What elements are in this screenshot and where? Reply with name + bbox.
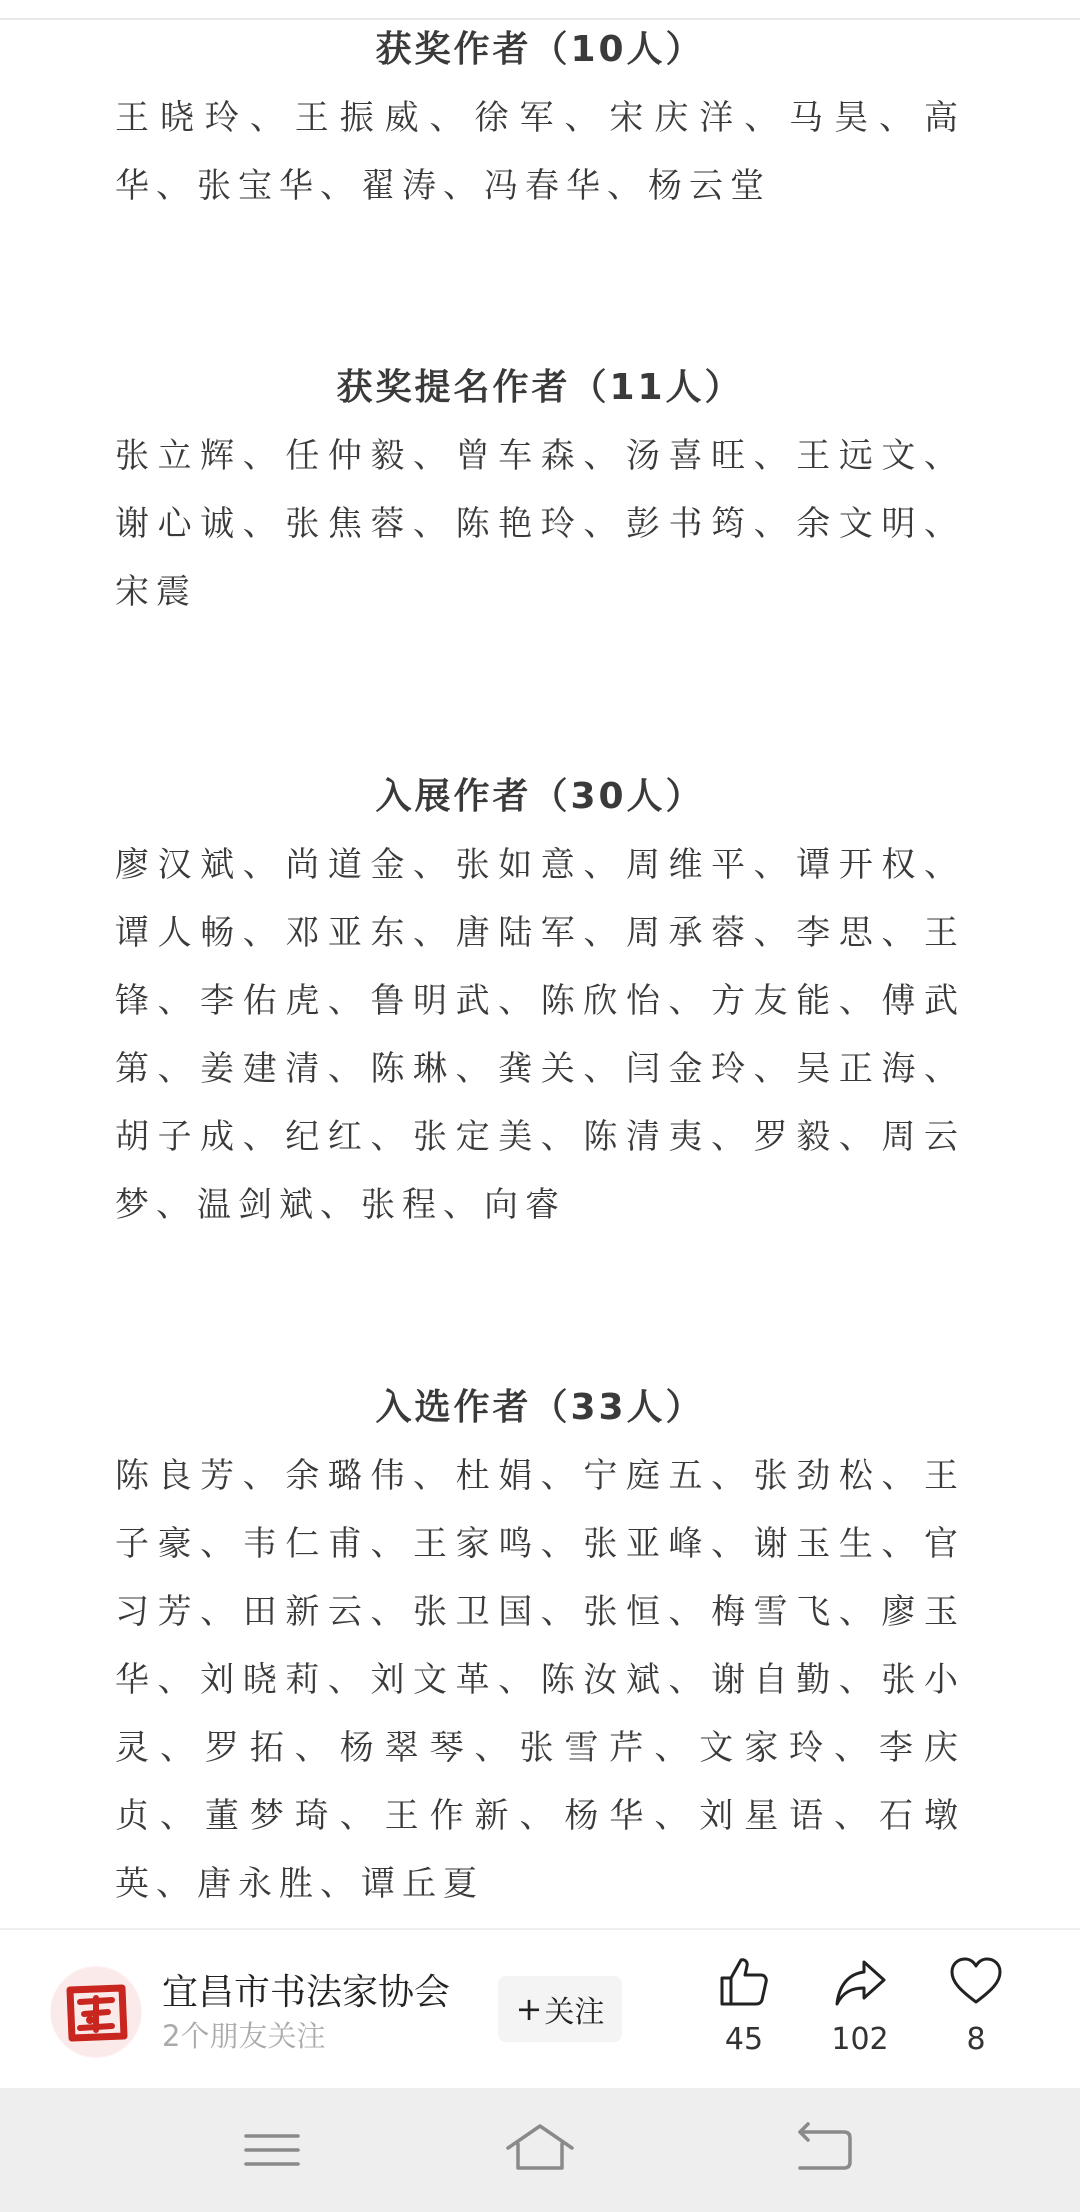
follow-button[interactable] (498, 1976, 622, 2042)
section-title: 入展作者（30人） (375, 776, 705, 817)
system-nav-bar (0, 2088, 1080, 2212)
nav-home-button[interactable] (500, 2118, 580, 2182)
share-button[interactable] (810, 1954, 910, 2057)
section-nominees (115, 364, 965, 626)
name-list: 廖汉斌、尚道金、张如意、周维平、谭开权、谭人畅、邓亚东、唐陆军、周承蓉、李思、王锋、李佑虎、鲁明武、陈欣怡、方友能、傅武第、姜建清、陈琳、龚关、闫金玲、吴正海、胡子成、纪红、张定美、陈清夷、罗毅、周云梦、温剑斌、张程、向睿 (115, 845, 965, 1225)
account-name[interactable]: 宜昌市书法家协会 (162, 1972, 451, 2013)
share-arrow-icon (832, 1954, 888, 2010)
thumbs-up-icon (716, 1954, 772, 2010)
section-title: 入选作者（33人） (375, 1387, 705, 1428)
section-exhibitors (115, 773, 965, 1239)
calligraphy-seal-logo (50, 1966, 142, 2058)
like-count: 45 (724, 2022, 764, 2057)
back-icon (784, 2118, 864, 2182)
follow-label: 关注 (544, 1995, 605, 2030)
name-list: 陈良芳、余璐伟、杜娟、宁庭五、张劲松、王子豪、韦仁甫、王家鸣、张亚峰、谢玉生、官习芳、田新云、张卫国、张恒、梅雪飞、廖玉华、刘晓莉、刘文革、陈汝斌、谢自勤、张小灵、罗拓、杨翠琴、张雪芹、文家玲、李庆贞、董梦琦、王作新、杨华、刘星语、石墩英、唐永胜、谭丘夏 (115, 1456, 965, 1904)
avatar[interactable] (50, 1966, 142, 2058)
share-count: 102 (831, 2022, 889, 2057)
top-divider (0, 18, 1080, 20)
menu-icon (232, 2118, 312, 2182)
home-icon (500, 2118, 580, 2182)
author-bar (0, 1928, 1080, 2090)
like-button[interactable] (694, 1954, 794, 2057)
favorite-count: 8 (966, 2022, 986, 2057)
section-winners (115, 26, 965, 220)
favorite-button[interactable] (926, 1954, 1026, 2057)
name-list: 王晓玲、王振威、徐军、宋庆洋、马昊、高华、张宝华、翟涛、冯春华、杨云堂 (115, 98, 965, 206)
plus-icon: + (515, 1990, 543, 2028)
section-selected (115, 1384, 965, 1918)
heart-icon (948, 1954, 1004, 2010)
section-title: 获奖提名作者（11人） (336, 367, 744, 408)
nav-menu-button[interactable] (232, 2118, 312, 2182)
section-title: 获奖作者（10人） (375, 29, 705, 70)
name-list: 张立辉、任仲毅、曾车森、汤喜旺、王远文、谢心诚、张焦蓉、陈艳玲、彭书筠、余文明、宋震 (115, 436, 965, 612)
friends-follow-count: 2个朋友关注 (162, 2019, 326, 2053)
nav-back-button[interactable] (784, 2118, 864, 2182)
